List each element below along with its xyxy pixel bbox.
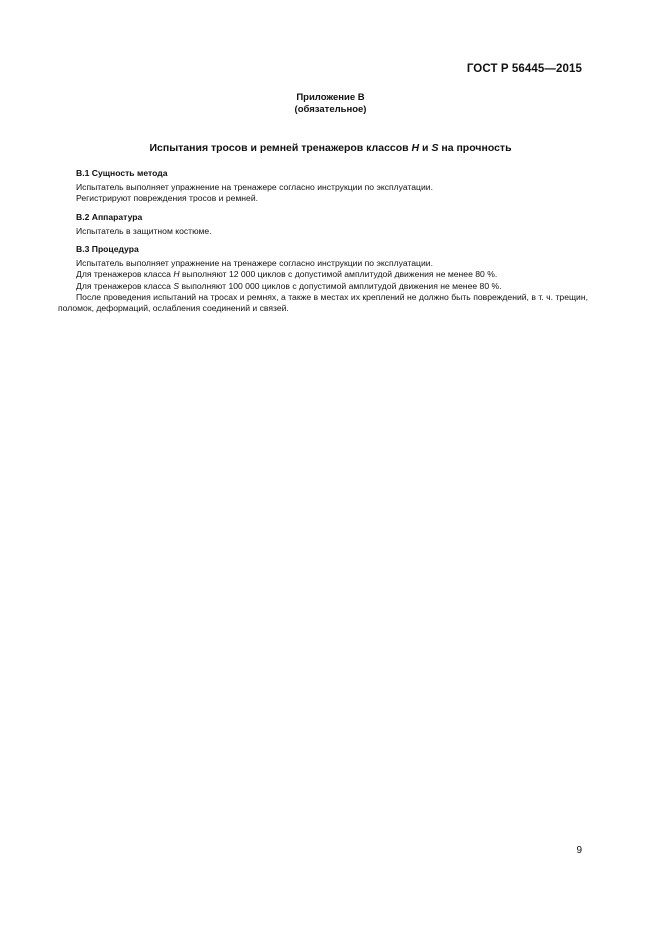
annex-title: Приложение В [296, 92, 365, 103]
paragraph: Испытатель в защитном костюме. [76, 225, 212, 236]
class-s-label: S [173, 280, 180, 291]
paragraph-text: выполняют 100 000 циклов с допустимой амплитудой движения не менее 80 %. [179, 280, 502, 291]
annex-heading-part1: Испытания тросов и ремней тренажеров классов [149, 142, 412, 154]
section-b3 [58, 244, 588, 314]
annex-heading [0, 142, 661, 154]
annex-heading-and: и [419, 142, 432, 154]
paragraph-text: Для тренажеров класса [76, 269, 174, 280]
paragraph-text: Для тренажеров класса [76, 280, 174, 291]
annex-heading-class-h: H [411, 142, 420, 154]
paragraph-class-h [58, 269, 588, 280]
paragraph-text: выполняют 12 000 циклов с допустимой амплитудой движения не менее 80 %. [179, 269, 498, 280]
section-heading: В.2 Аппаратура [76, 211, 143, 222]
annex-title-block [0, 92, 661, 116]
paragraph: Регистрируют повреждения тросов и ремней. [76, 193, 259, 204]
section-b2 [58, 212, 588, 237]
paragraph: После проведения испытаний на тросах и ремнях, а также в местах их креплений не должно быть повреждений, в т. ч. трещин, поломок, деформаций, ослабления соединений и связей. [58, 291, 588, 314]
page-number: 9 [576, 845, 582, 856]
class-h-label: H [173, 269, 180, 280]
document-body [58, 168, 588, 321]
section-heading: В.1 Сущность метода [76, 168, 168, 178]
annex-status: (обязательное) [294, 104, 367, 115]
section-b1 [58, 168, 588, 205]
paragraph: Испытатель выполняет упражнение на тренажере согласно инструкции по эксплуатации. [76, 258, 433, 269]
annex-heading-class-s: S [431, 142, 439, 154]
section-heading: В.3 Процедура [76, 244, 139, 255]
paragraph-class-s [58, 281, 588, 292]
paragraph: Испытатель выполняет упражнение на тренажере согласно инструкции по эксплуатации. [76, 182, 433, 193]
document-code: ГОСТ Р 56445—2015 [466, 63, 582, 75]
annex-heading-part2: на прочность [438, 142, 512, 154]
